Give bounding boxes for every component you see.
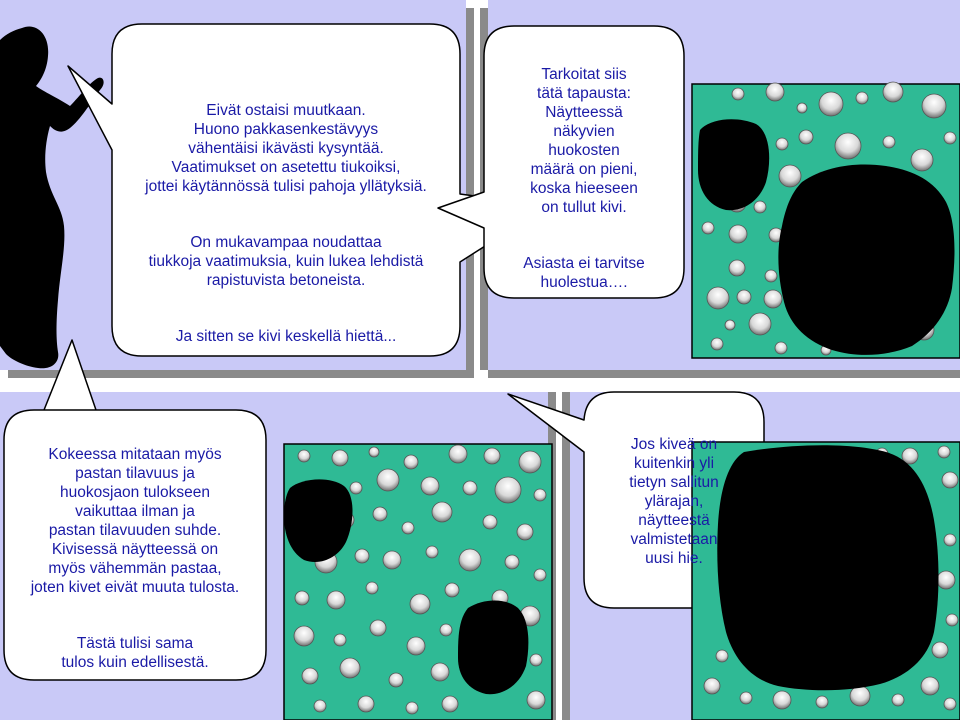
- speech-bubble-2: [486, 46, 682, 311]
- bubble-4-paragraph-1: Jos kiveä on kuitenkin yli tietyn sallitun ylärajan, näytteestä valmistetaan uusi hie.: [629, 436, 719, 567]
- speech-bubble-1: [112, 82, 460, 365]
- bubble-2-paragraph-1: Tarkoitat siis tätä tapausta: Näytteessä näkyvien huokosten määrä on pieni, koska hieeseen on tullut kivi.: [530, 66, 638, 216]
- bubble-1-paragraph-3: Ja sitten se kivi keskellä hiettä...: [175, 328, 397, 345]
- bubble-1-paragraph-2: On mukavampaa noudattaa tiukkoja vaatimuksia, kuin lukea lehdistä rapistuvista betoneista.: [148, 234, 424, 289]
- speech-bubble-3: [4, 426, 266, 691]
- woman-silhouette: [0, 26, 104, 368]
- stone-2b: [458, 601, 528, 695]
- bubble-3-paragraph-2: Tästä tulisi sama tulos kuin edellisestä.: [61, 635, 209, 671]
- speech-bubble-4: [584, 416, 764, 587]
- bubble-3-paragraph-1: Kokeessa mitataan myös pastan tilavuus ja huokosjaon tulokseen vaikuttaa ilman ja pastan tilavuuden suhde. Kivisessä näytteessä on myös vähemmän pastaa, joten kivet eivät muuta tulosta.: [30, 446, 240, 596]
- stone-1b: [778, 165, 954, 355]
- bubble-2-paragraph-2: Asiasta ei tarvitse huolestua….: [523, 255, 645, 291]
- bubble-1-paragraph-1: Eivät ostaisi muutkaan. Huono pakkasenkestävyys vähentäisi ikävästi kysyntää. Vaatimukset on asetettu tiukoiksi, jottei käytännössä tulisi pahoja yllätyksiä.: [145, 102, 427, 195]
